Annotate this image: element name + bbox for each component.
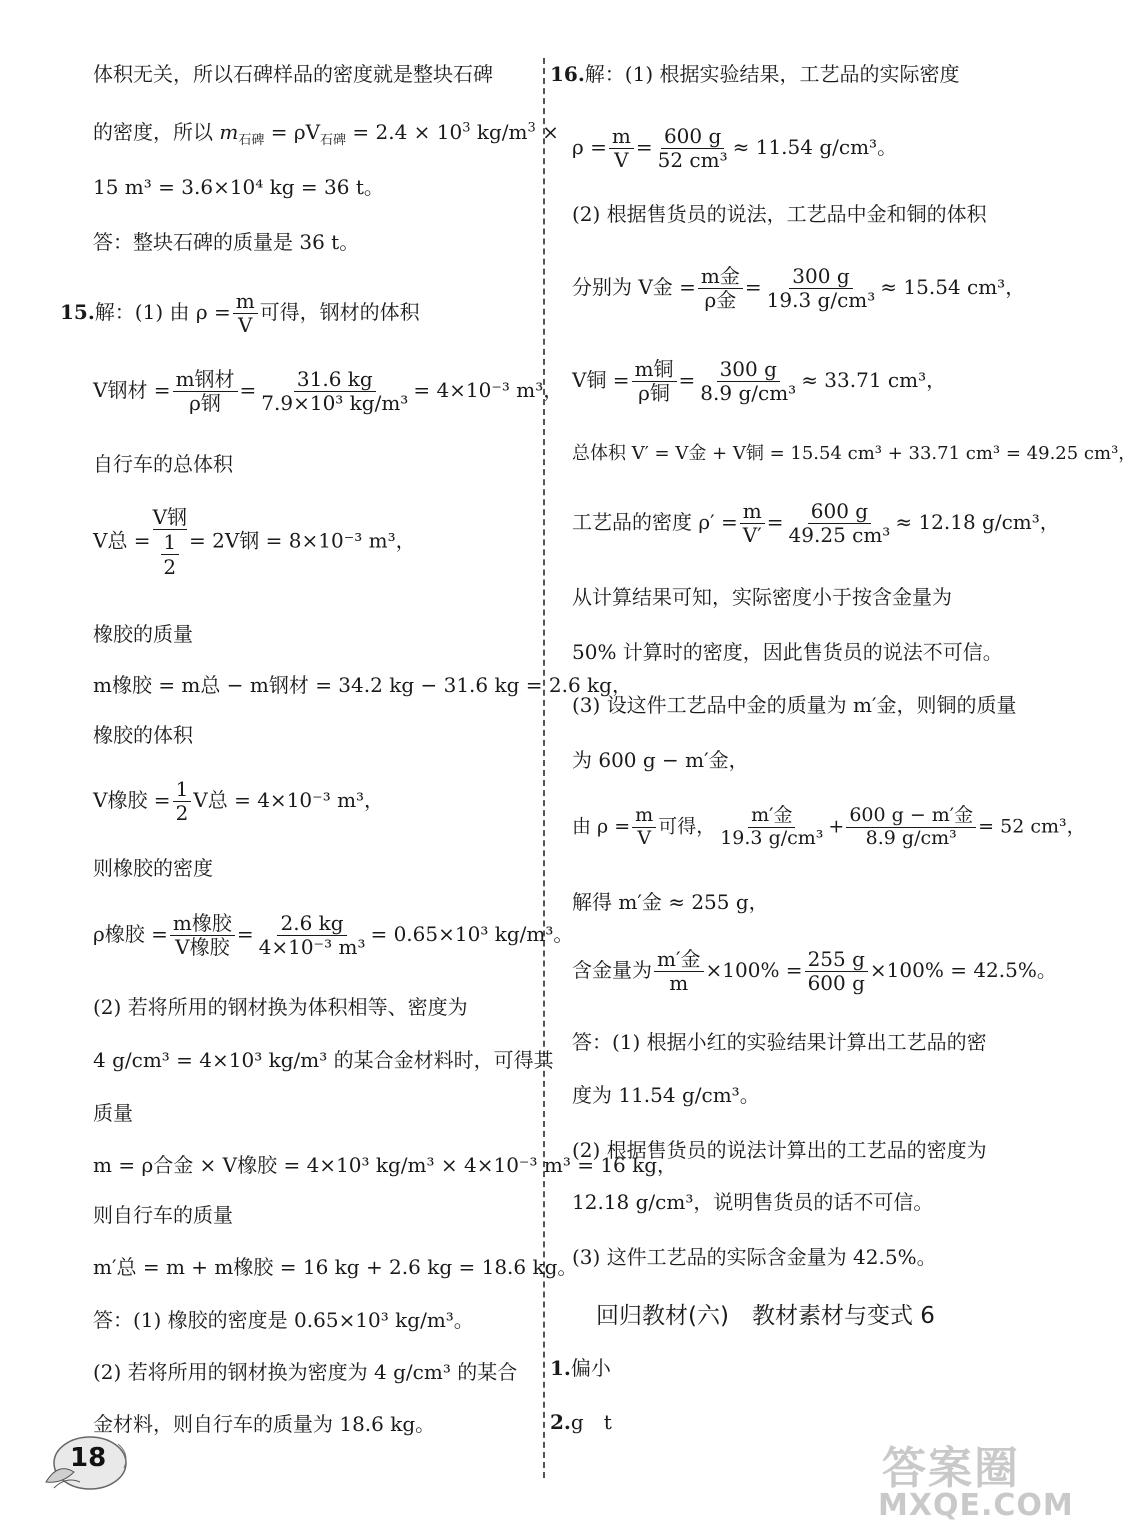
item-2: 2.g t [550,1410,612,1434]
q16-part3-line-1: (3) 设这件工艺品中金的质量为 m′金，则铜的质量 [572,693,1017,717]
item-1: 1.偏小 [550,1356,611,1380]
copper-volume-eq: V铜 = m铜 ρ铜 = $\frac{300 g}{\text{8.9 g/cm³}}$ ≈ 33.71 cm³， [572,357,947,405]
q15-answer-1: 答：(1) 橡胶的密度是 0.65×10³ kg/m³。 [93,1308,474,1332]
q16-answer-2a: (2) 根据售货员的说法计算出的工艺品的密度为 [572,1138,987,1162]
gold-volume-eq: 分别为 V金 = m金 ρ金 = $\frac{300 g}{\text{19.3 g/cm³}}$ ≈ 15.54 cm³， [572,264,1026,312]
rubber-volume-label: 橡胶的体积 [93,723,193,747]
q15-answer-2a: (2) 若将所用的钢材换为密度为 4 g/cm³ 的某合 [93,1360,518,1384]
density-eq: ρ = $\frac{m}{V}$ = $\frac{600 g}{\text{52 cm³}}$ ≈ 11.54 g/cm³。 [572,124,898,172]
section-title: 回归教材(六) 教材素材与变式 6 [596,1303,935,1329]
rubber-density-eq: ρ橡胶 = m橡胶 V橡胶 = $\frac{2.6 kg}{\text{4×10⁻³ m³}}$ = 0.65×10³ kg/m³。 [93,911,574,959]
q16-answer-2b: 12.18 g/cm³，说明售货员的话不可信。 [572,1190,934,1214]
gold-mass-equation: 由 ρ = $\frac{m}{V}$ 可得， m′金 19.3 g/cm³ + 600 g − m′金 8.9 g/cm³ = 52 cm³， [572,804,1086,849]
page-number-badge [40,1432,135,1494]
bike-mass-eq: m′总 = m + m橡胶 = 16 kg + 2.6 kg = 18.6 kg。 [93,1255,578,1279]
watermark-title: 答案圈 [882,1443,1020,1494]
rubber-density-label: 则橡胶的密度 [93,856,213,880]
gold-mass-solution: 解得 m′金 ≈ 255 g， [572,890,769,914]
q15-intro: 15.解：(1) 由 ρ = $\frac{m}{V}$ 可得，钢材的体积 [60,289,420,337]
q14-line-3: 15 m³ = 3.6×10⁴ kg = 36 t。 [93,175,384,199]
watermark-url: MXQE.COM [878,1488,1074,1523]
q15-part2-line-1: (2) 若将所用的钢材换为体积相等、密度为 [93,995,468,1019]
q16-answer-1b: 度为 11.54 g/cm³。 [572,1083,760,1107]
conclusion-line-2: 50% 计算时的密度，因此售货员的说法不可信。 [572,640,1003,664]
q16-answer-1a: 答：(1) 根据小红的实验结果计算出工艺品的密 [572,1030,987,1054]
q16-intro: 16.解：(1) 根据实验结果，工艺品的实际密度 [550,62,960,86]
conclusion-line-1: 从计算结果可知，实际密度小于按含金量为 [572,585,952,609]
gold-percentage-eq: 含金量为 m′金 m ×100% = $\frac{255 g}{600 g}$ ×100% = 42.5%。 [572,947,1057,995]
watermark [872,1432,1074,1530]
art-density-eq: 工艺品的密度 ρ′ = $\frac{m}{V'}$ = $\frac{600 g}{\text{49.25 cm³}}$ ≈ 12.18 g/cm³， [572,499,1060,547]
total-volume-label: 自行车的总体积 [93,452,233,476]
item-2-number: 2. [550,1410,571,1434]
item-1-number: 1. [550,1356,571,1380]
q15-part2-line-2: 4 g/cm³ = 4×10³ kg/m³ 的某合金材料时，可得其 [93,1048,554,1072]
q14-answer: 答：整块石碑的质量是 36 t。 [93,230,360,254]
q14-line-1: 体积无关，所以石碑样品的密度就是整块石碑 [93,62,493,86]
q14-line-2: 的密度，所以 $m_{石碑} = \rho V_{石碑} = 2.4 \times 10^3$ $kg/m^3$ × [93,120,559,148]
q15-answer-2b: 金材料，则自行车的质量为 18.6 kg。 [93,1412,436,1436]
total-volume-eq: 总体积 V′ = V金 + V铜 = 15.54 cm³ + 33.71 cm³ = 49.25 cm³， [572,443,1136,464]
rubber-volume-eq: V橡胶 = $\frac{1}{2}$ V总 = 4×10⁻³ m³， [93,777,385,825]
q16-part3-line-2: 为 600 g − m′金， [572,748,749,772]
q16-number: 16. [550,62,585,86]
steel-volume-eq: V钢材 = m钢材 ρ钢 = $\frac{31.6 kg}{\text{7.9×10³ kg/m³}}$ = 4×10⁻³ m³， [93,367,564,415]
q16-answer-3: (3) 这件工艺品的实际含金量为 42.5%。 [572,1245,937,1269]
q15-part2-line-3: 质量 [93,1101,133,1125]
total-volume-eq: V总 = V钢 1 2 = 2V钢 = 8×10⁻³ m³， [93,505,416,579]
q15-number: 15. [60,300,95,324]
bike-mass-label: 则自行车的质量 [93,1203,233,1227]
page-number: 18 [70,1443,107,1473]
alloy-mass-eq: m = ρ合金 × V橡胶 = 4×10³ kg/m³ × 4×10⁻³ m³ = 16 kg， [93,1153,678,1177]
rubber-mass-label: 橡胶的质量 [93,622,193,646]
q16-part2-line-1: (2) 根据售货员的说法，工艺品中金和铜的体积 [572,202,987,226]
rubber-mass-eq: m橡胶 = m总 − m钢材 = 34.2 kg − 31.6 kg = 2.6 kg， [93,673,632,697]
